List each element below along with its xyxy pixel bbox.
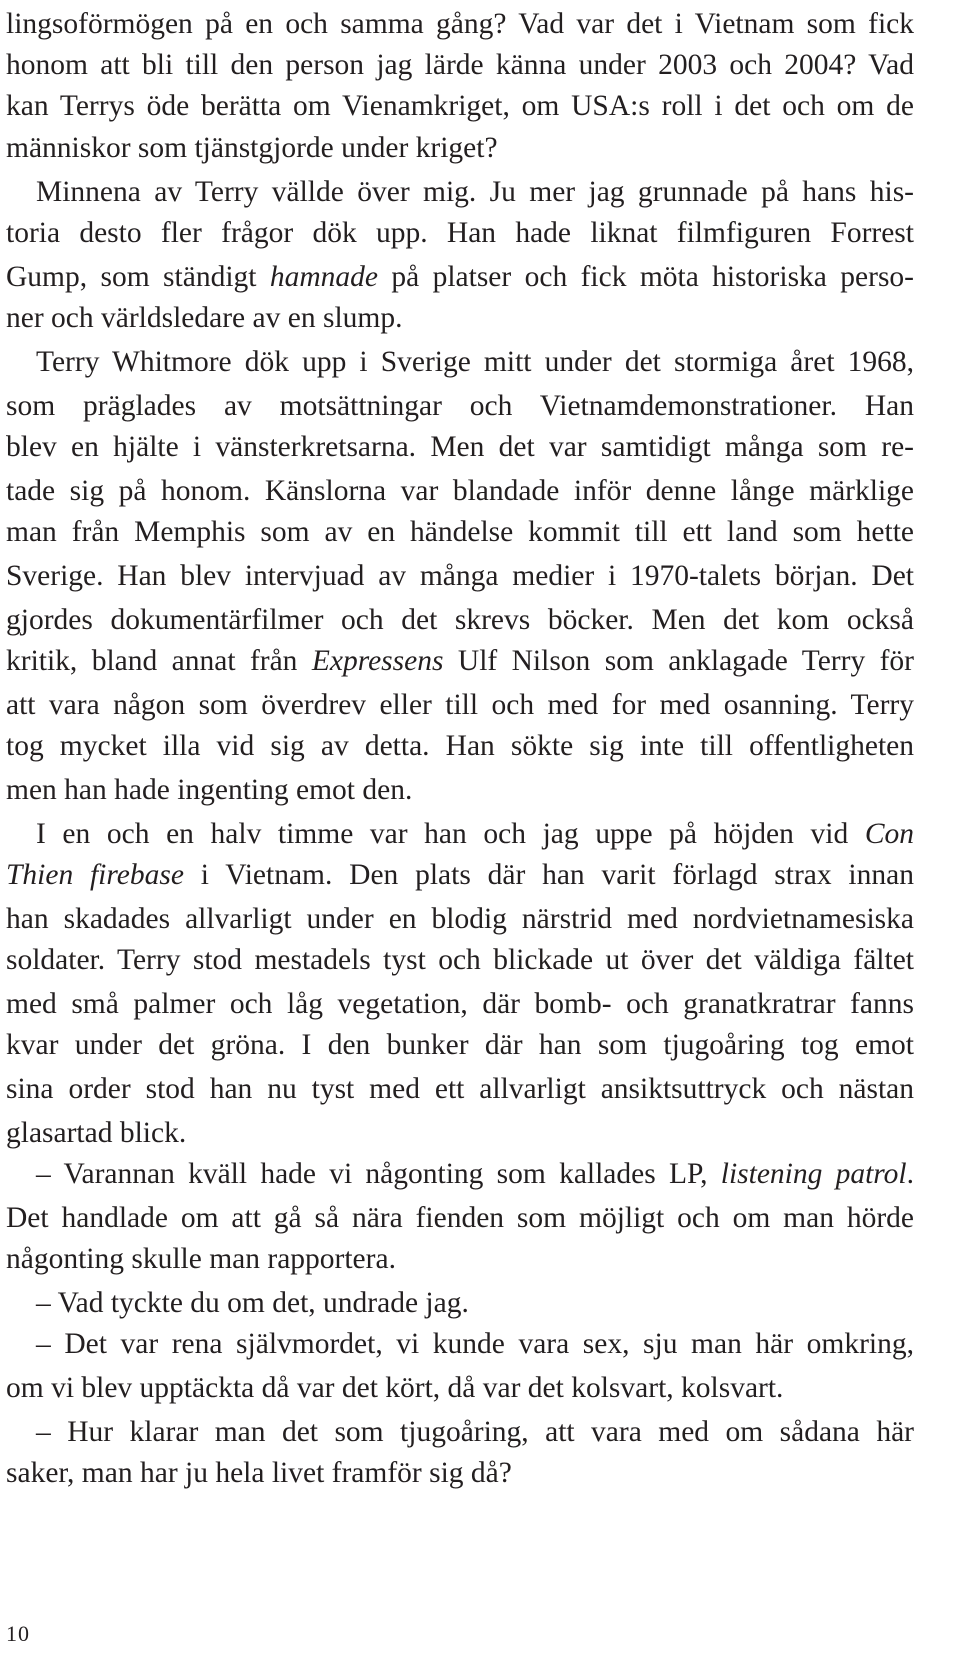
- italic-text: Expressens: [311, 645, 444, 677]
- text-run: i Vietnam. Den plats där han varit förlagd strax innan: [183, 859, 914, 891]
- text-run: någonting skulle man rapportera.: [6, 1243, 396, 1275]
- text-line: [6, 554, 914, 598]
- italic-text: listening patrol: [720, 1158, 907, 1190]
- text-run: gjordes dokumentärfilmer och det skrevs böcker. Men det kom också: [6, 604, 914, 636]
- text-line: [6, 1410, 914, 1454]
- text-line: [6, 425, 914, 469]
- text-run: toria desto fler frågor dök upp. Han hade liknat filmfiguren Forrest: [6, 217, 914, 249]
- text-run: glasartad blick.: [6, 1117, 187, 1149]
- text-line: [6, 812, 914, 856]
- text-run: om vi blev upptäckta då var det kört, då var det kolsvart, kolsvart.: [6, 1372, 784, 1404]
- text-line: [6, 683, 914, 727]
- text-run: Ulf Nilson som anklagade Terry för: [443, 645, 915, 677]
- text-line: [6, 1281, 914, 1325]
- italic-text: Con: [864, 818, 914, 850]
- text-line: [6, 211, 914, 255]
- text-run: Gump, som ständigt: [6, 261, 270, 293]
- text-line: [6, 510, 914, 554]
- text-run: med små palmer och låg vegetation, där bomb- och granatkratrar fanns: [6, 988, 914, 1020]
- text-line: [6, 384, 914, 428]
- text-run: honom att bli till den person jag lärde känna under 2003 och 2004? Vad: [6, 49, 914, 81]
- text-line: [6, 1111, 914, 1155]
- text-line: [6, 897, 914, 941]
- text-run: han skadades allvarligt under en blodig närstrid med nordvietnamesiska: [6, 903, 914, 935]
- text-run: Minnena av Terry vällde över mig. Ju mer jag grunnade på hans his-: [36, 176, 914, 208]
- text-run: människor som tjänstgjorde under kriget?: [6, 132, 498, 164]
- text-run: – Varannan kväll hade vi någonting som kallades LP,: [36, 1158, 721, 1190]
- text-line: [6, 469, 914, 513]
- text-run: men han hade ingenting emot den.: [6, 774, 413, 806]
- text-line: [6, 1237, 914, 1281]
- text-line: [6, 938, 914, 982]
- text-line: [6, 982, 914, 1026]
- text-line: [6, 84, 914, 128]
- text-line: [6, 1152, 914, 1196]
- text-run: sina order stod han nu tyst med ett allvarligt ansiktsuttryck och nästan: [6, 1073, 914, 1105]
- text-line: [6, 1023, 914, 1067]
- text-run: Det handlade om att gå så nära fienden som möjligt och om man hörde: [6, 1202, 914, 1234]
- text-run: .: [906, 1158, 915, 1190]
- text-run: kan Terrys öde berätta om Vienamkriget, om USA:s roll i det och om de: [6, 90, 914, 122]
- text-line: [6, 340, 914, 384]
- text-run: Sverige. Han blev intervjuad av många medier i 1970-talets början. Det: [6, 560, 914, 592]
- text-line: [6, 126, 914, 170]
- text-run: – Hur klarar man det som tjugoåring, att vara med om sådana här: [36, 1416, 914, 1448]
- text-run: Terry Whitmore dök upp i Sverige mitt under det stormiga året 1968,: [36, 346, 914, 378]
- text-line: [6, 2, 914, 46]
- text-run: kvar under det gröna. I den bunker där han som tjugoåring tog emot: [6, 1029, 914, 1061]
- text-run: ner och världsledare av en slump.: [6, 302, 403, 334]
- text-run: att vara någon som överdrev eller till och med for med osanning. Terry: [6, 689, 914, 721]
- text-line: [6, 1067, 914, 1111]
- text-line: [6, 639, 914, 683]
- text-line: [6, 1322, 914, 1366]
- text-line: [6, 296, 914, 340]
- text-line: [6, 598, 914, 642]
- text-run: blev en hjälte i vänsterkretsarna. Men det var samtidigt många som re-: [6, 431, 914, 463]
- text-line: [6, 724, 914, 768]
- text-line: [6, 170, 914, 214]
- italic-text: hamnade: [269, 261, 378, 293]
- text-line: [6, 768, 914, 812]
- text-run: kritik, bland annat från: [6, 645, 312, 677]
- text-run: – Det var rena självmordet, vi kunde vara sex, sju man här omkring,: [36, 1328, 914, 1360]
- text-run: på platser och fick möta historiska perso-: [378, 261, 914, 293]
- text-line: [6, 43, 914, 87]
- page-number: 10: [6, 1621, 30, 1646]
- text-run: – Vad tyckte du om det, undrade jag.: [36, 1287, 469, 1319]
- text-line: [6, 853, 914, 897]
- text-run: tog mycket illa vid sig av detta. Han sökte sig inte till offentligheten: [6, 730, 914, 762]
- italic-text: Thien firebase: [6, 859, 184, 891]
- text-line: [6, 255, 914, 299]
- text-run: soldater. Terry stod mestadels tyst och blickade ut över det väldiga fältet: [6, 944, 914, 976]
- text-line: [6, 1196, 914, 1240]
- text-run: lingsoförmögen på en och samma gång? Vad var det i Vietnam som fick: [6, 8, 914, 40]
- text-run: saker, man har ju hela livet framför sig då?: [6, 1457, 512, 1489]
- text-run: tade sig på honom. Känslorna var blandade inför denne långe märklige: [6, 475, 914, 507]
- text-run: man från Memphis som av en händelse kommit till ett land som hette: [6, 516, 914, 548]
- text-line: [6, 1451, 914, 1495]
- text-line: [6, 1366, 914, 1410]
- text-run: I en och en halv timme var han och jag uppe på höjden vid: [36, 818, 865, 850]
- text-run: som präglades av motsättningar och Vietnamdemonstrationer. Han: [6, 390, 914, 422]
